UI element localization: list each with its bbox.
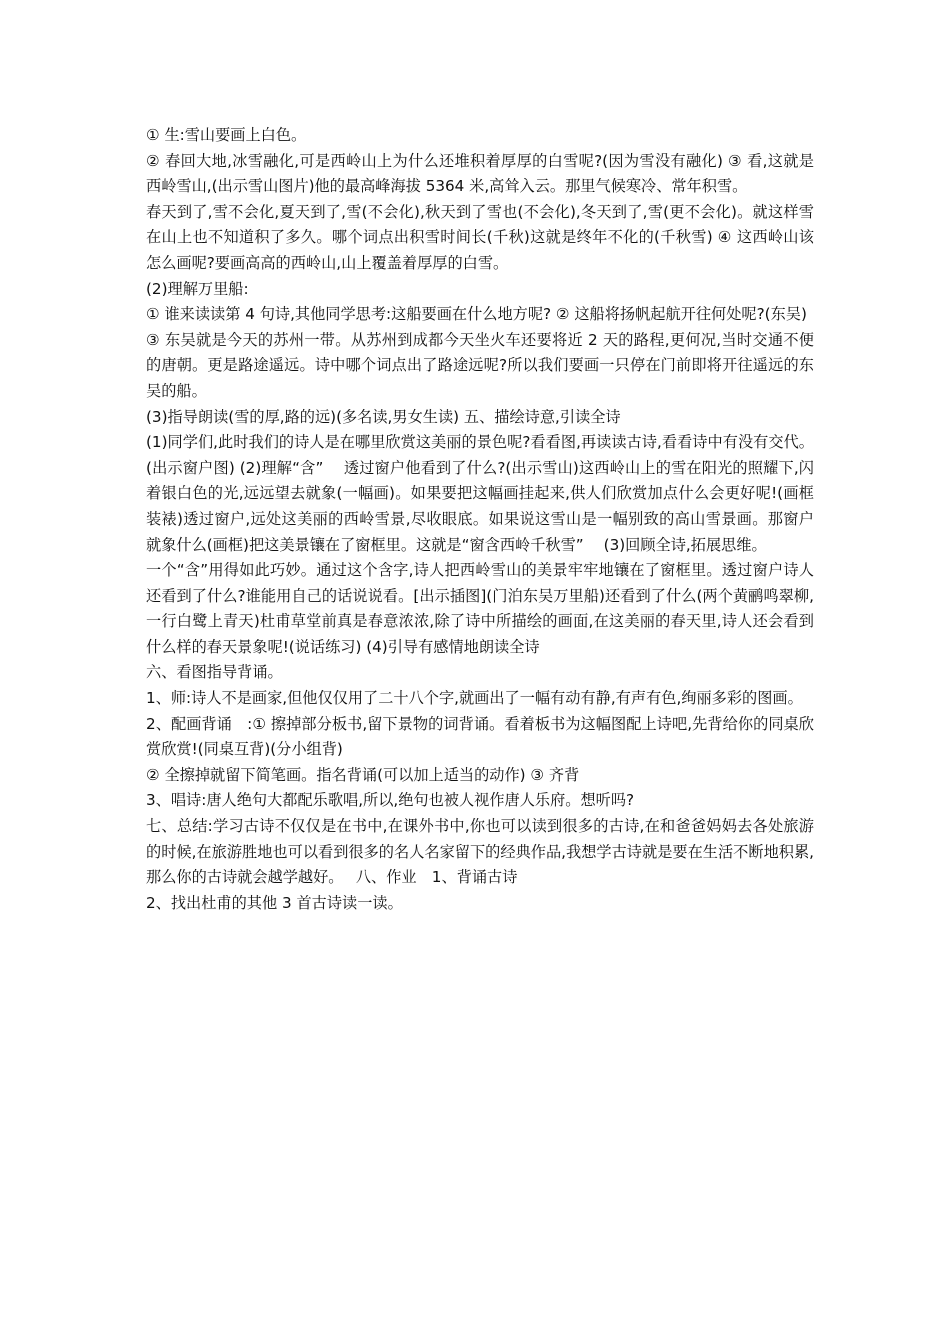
paragraph-6: ③ 东吴就是今天的苏州一带。从苏州到成都今天坐火车还要将近 2 天的路程,更何况,当时交通不便的唐朝。更是路途遥远。诗中哪个词点出了路途远呢?所以我们要画一只停在门前即将开往遥远的东吴的船。 — [146, 330, 814, 400]
paragraph-9: 一个“含”用得如此巧妙。通过这个含字,诗人把西岭雪山的美景牢牢地镶在了窗框里。透过窗户诗人还看到了什么?谁能用自己的话说说看。[出示插图](门泊东吴万里船)还看到了什么(两个黄鹂鸣翠柳,一行白鹭上青天)杜甫草堂前真是春意浓浓,除了诗中所描绘的画面,在这美丽的春天里,诗人还会看到什么样的春天景象呢!(说话练习) (4)引导有感情地朗读全诗 — [146, 561, 814, 656]
paragraph-2: ② 春回大地,冰雪融化,可是西岭山上为什么还堆积着厚厚的白雪呢?(因为雪没有融化) ③ 看,这就是西岭雪山,(出示雪山图片)他的最高峰海拔 5364 米,高耸入云。那里气候寒冷、常年积雪。 — [146, 151, 814, 196]
paragraph-12: 2、配画背诵 :① 擦掉部分板书,留下景物的词背诵。看着板书为这幅图配上诗吧,先背给你的同桌欣赏欣赏!(同桌互背)(分小组背) — [146, 714, 814, 759]
paragraph-5: ① 谁来读读第 4 句诗,其他同学思考:这船要画在什么地方呢? ② 这船将扬帆起航开往何处呢?(东吴) — [146, 305, 807, 324]
paragraph-8: (1)同学们,此时我们的诗人是在哪里欣赏这美丽的景色呢?看看图,再读读古诗,看看诗中有没有交代。(出示窗户图) (2)理解“含” 透过窗户他看到了什么?(出示雪山)这西岭山上的雪在阳光的照耀下,闪着银白色的光,远远望去就象(一幅画)。如果要把这幅画挂起来,供人们欣赏加点什么会更好呢!(画框装裱)透过窗户,远处这美丽的西岭雪景,尽收眼底。如果说这雪山是一幅别致的高山雪景画。那窗户就象什么(画框)把这美景镶在了窗框里。这就是“窗含西岭千秋雪” (3)回顾全诗,拓展思维。 — [146, 433, 814, 554]
paragraph-11: 1、师:诗人不是画家,但他仅仅用了二十八个字,就画出了一幅有动有静,有声有色,绚丽多彩的图画。 — [146, 689, 803, 708]
paragraph-13: ② 全擦掉就留下简笔画。指名背诵(可以加上适当的动作) ③ 齐背 — [146, 765, 580, 784]
paragraph-3: 春天到了,雪不会化,夏天到了,雪(不会化),秋天到了雪也(不会化),冬天到了,雪(更不会化)。就这样雪在山上也不知道积了多久。哪个词点出积雪时间长(千秋)这就是终年不化的(千秋雪) ④ 这西岭山该怎么画呢?要画高高的西岭山,山上覆盖着厚厚的白雪。 — [146, 202, 814, 272]
paragraph-14: 3、唱诗:唐人绝句大都配乐歌唱,所以,绝句也被人视作唐人乐府。想听吗? — [146, 791, 635, 810]
paragraph-7: (3)指导朗读(雪的厚,路的远)(多名读,男女生读) 五、描绘诗意,引读全诗 — [146, 407, 621, 426]
paragraph-4: (2)理解万里船: — [146, 279, 249, 298]
document-body — [146, 123, 814, 916]
paragraph-15: 七、总结:学习古诗不仅仅是在书中,在课外书中,你也可以读到很多的古诗,在和爸爸妈妈去各处旅游的时候,在旅游胜地也可以看到很多的名人名家留下的经典作品,我想学古诗就是要在生活不断地积累,那么你的古诗就会越学越好。 八、作业 1、背诵古诗 — [146, 817, 814, 887]
paragraph-1: ① 生:雪山要画上白色。 — [146, 126, 307, 144]
paragraph-16: 2、找出杜甫的其他 3 首古诗读一读。 — [146, 893, 403, 912]
paragraph-10: 六、看图指导背诵。 — [146, 663, 283, 682]
